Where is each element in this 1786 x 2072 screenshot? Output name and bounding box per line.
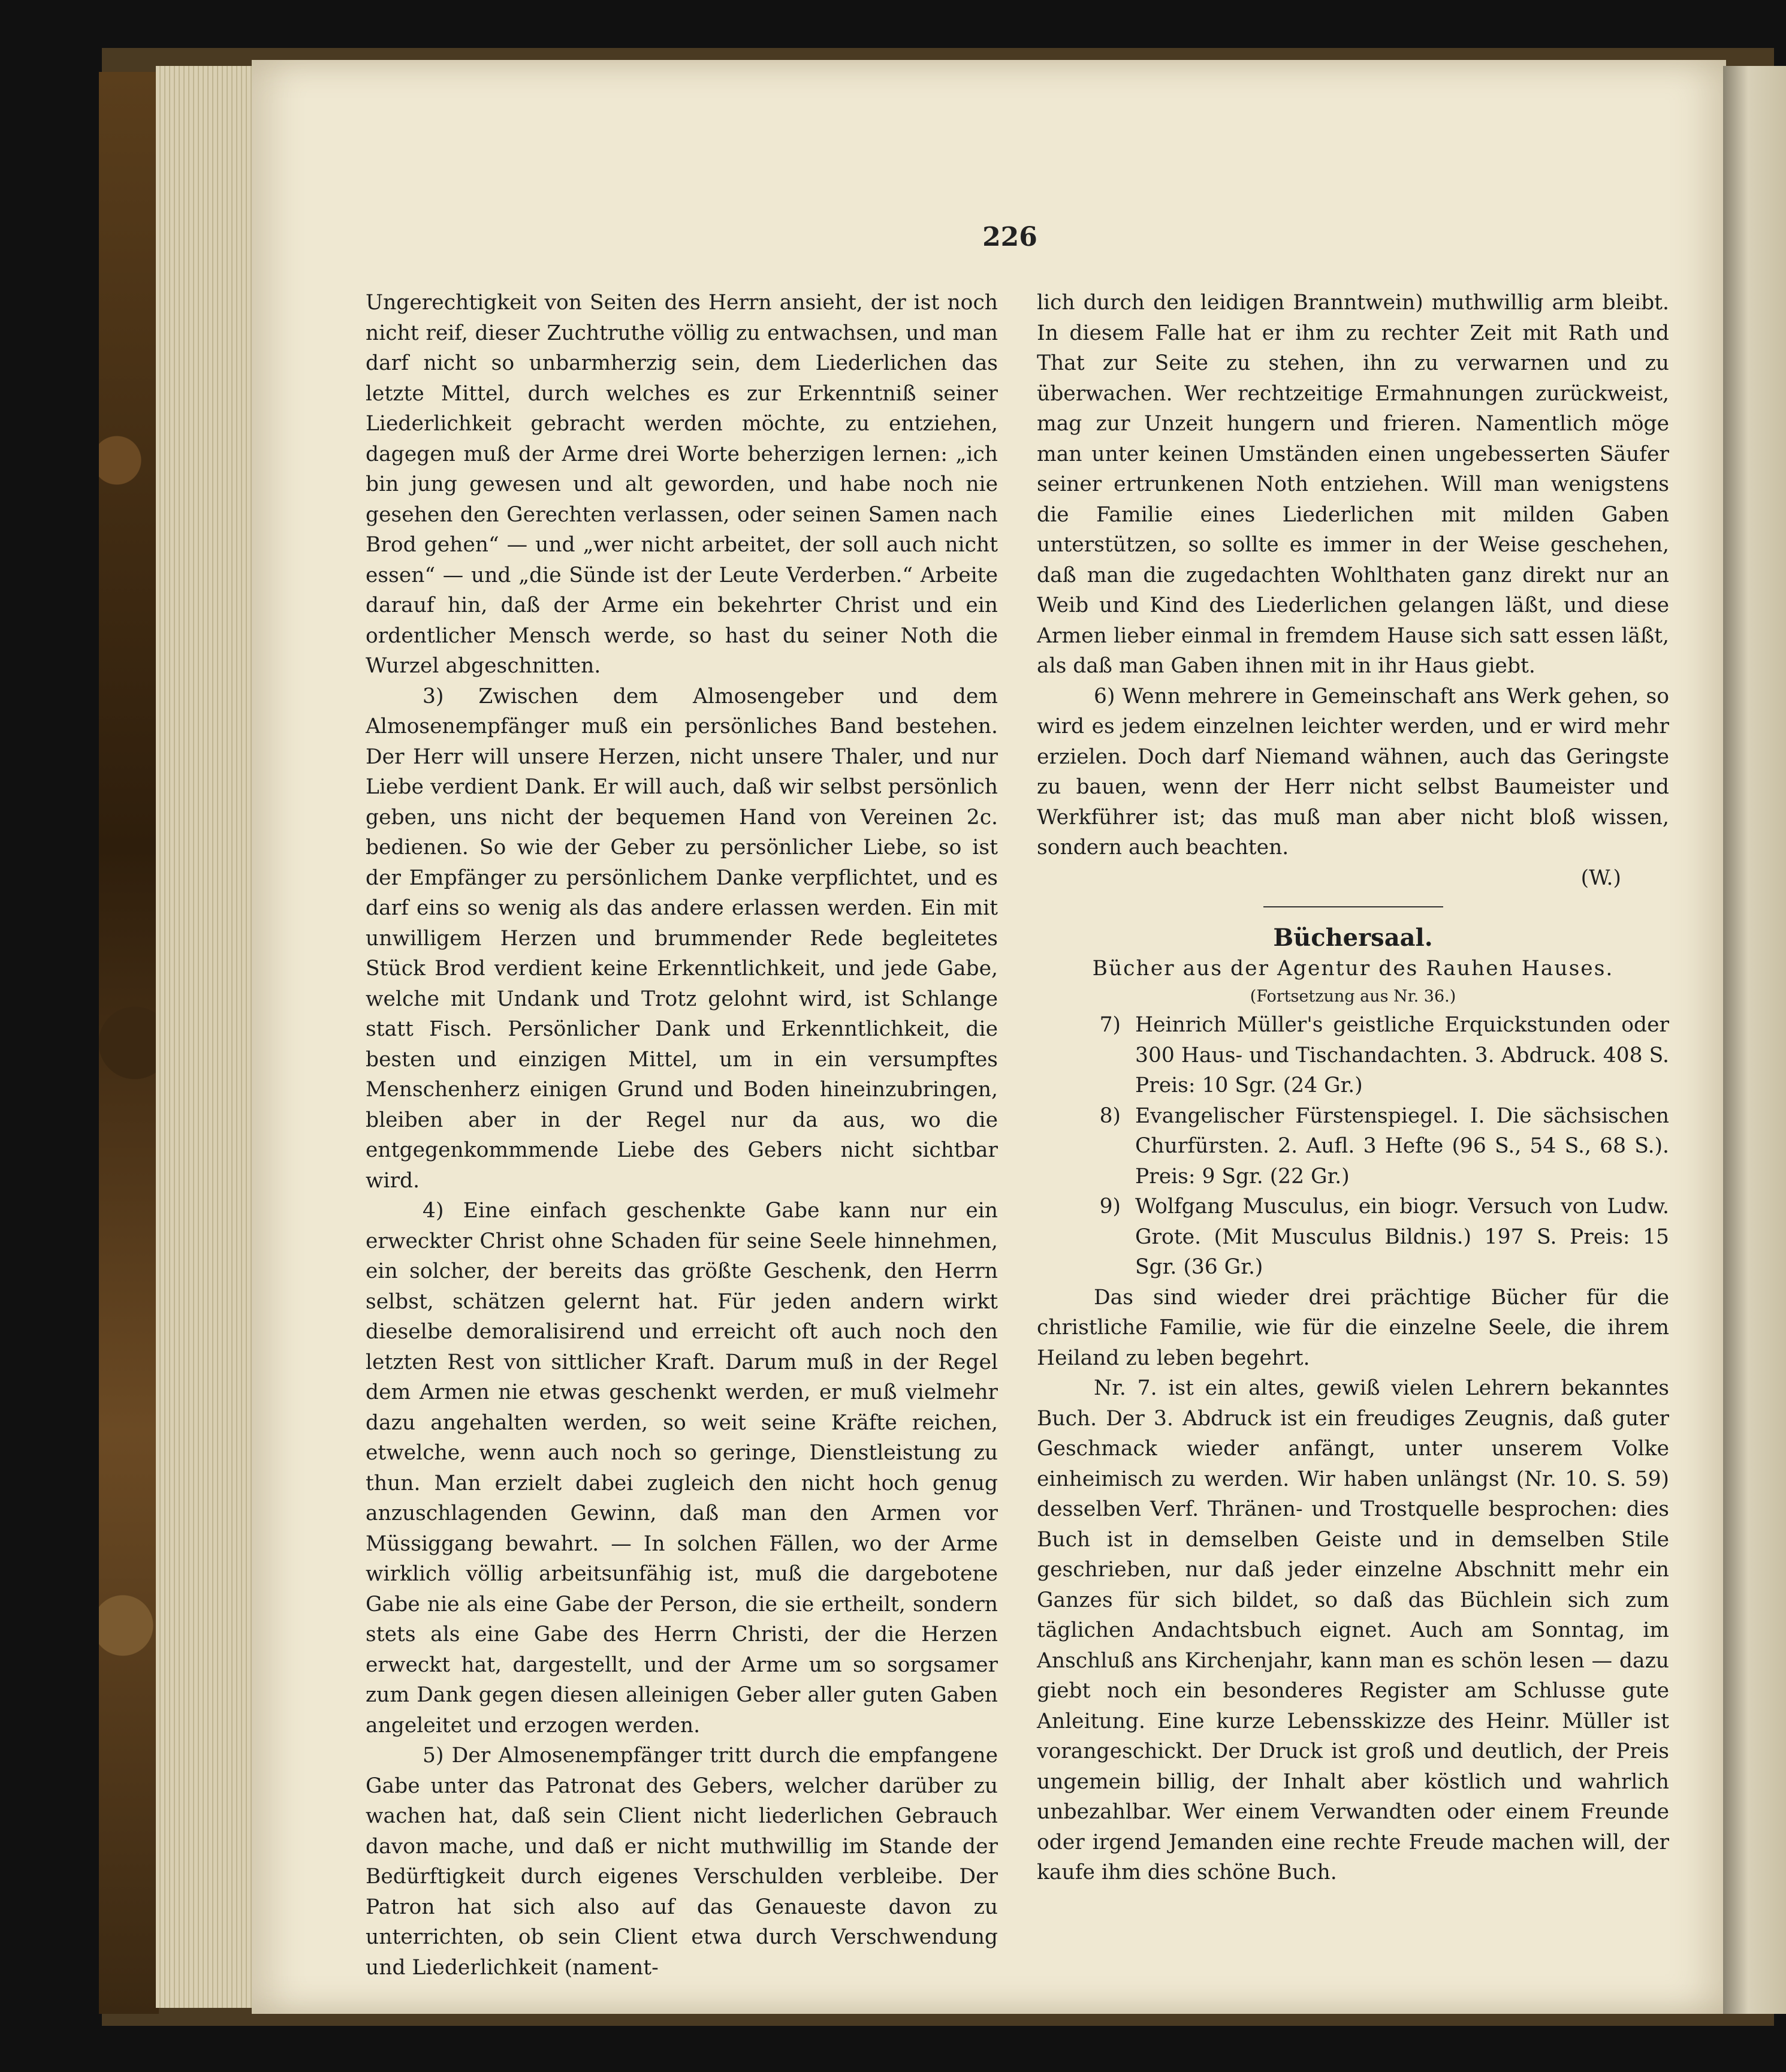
- paragraph: 5) Der Almosenempfänger tritt durch die empfangene Gabe unter das Patronat des Gebers, welcher darüber zu wachen hat, daß sein Client nicht liederlichen Gebrauch davon mache, und daß er nicht muthwillig im Stande der Bedürftigkeit durch eigenes Verschulden verbleibe. Der Patron hat sich also auf das Genaueste davon zu unterrichten, ob sein Client etwa durch Verschwendung und Liederlichkeit (nament-: [366, 1744, 998, 1980]
- paragraph: 4) Eine einfach geschenkte Gabe kann nur ein erweckter Christ ohne Schaden für seine Seele hinnehmen, ein solcher, der bereits das größte Geschenk, den Herrn selbst, schätzen gelernt hat. Für jeden andern wirkt dieselbe demoralisirend und erreicht oft auch noch den letzten Rest von sittlicher Kraft. Darum muß in der Regel dem Armen nie etwas geschenkt werden, er muß vielmehr dazu angehalten werden, so weit seine Kräfte reichen, etwelche, wenn auch noch so geringe, Dienstleistung zu thun. Man erzielt dabei zugleich den nicht hoch genug anzuschlagenden Gewinn, daß man den Armen vor Müssiggang bewahrt. — In solchen Fällen, wo der Arme wirklich völlig arbeitsunfähig ist, muß die dargebotene Gabe nie als eine Gabe der Person, die sie ertheilt, sondern stets als eine Gabe des Herrn Christi, der die Herzen erweckt hat, dargestellt, und der Arme um so sorgsamer zum Dank gegen diesen alleinigen Geber aller guten Gaben angeleitet und erzogen werden.: [366, 1199, 998, 1738]
- item-text: Evangelischer Fürstenspiegel. I. Die sächsischen Churfürsten. 2. Aufl. 3 Hefte (96 S., 54 S., 68 S.). Preis: 9 Sgr. (22 Gr.): [1135, 1103, 1669, 1189]
- section-subtitle: Bücher aus der Agentur des Rauhen Hauses.: [1092, 956, 1614, 981]
- page-stack-edges: [156, 66, 252, 2008]
- section-note: (Fortsetzung aus Nr. 36.): [1250, 987, 1456, 1006]
- item-number: 8): [1099, 1103, 1121, 1128]
- book-list-item: [1037, 1101, 1669, 1192]
- right-column: [1037, 288, 1669, 1888]
- item-number: 9): [1099, 1195, 1121, 1219]
- marbled-page-edge: [99, 72, 159, 2014]
- paragraph: lich durch den leidigen Branntwein) muthwillig arm bleibt. In diesem Falle hat er ihm zu rechter Zeit mit Rath und That zur Seite zu stehen, ihn zu verwarnen und zu überwachen. Wer rechtzeitige Ermahnungen zurückweist, mag zur Unzeit hungern und frieren. Namentlich möge man unter keinen Umständen einen ungebesserten Säufer seiner ertrunkenen Noth entziehen. Will man wenigstens die Familie eines Liederlichen mit milden Gaben unterstützen, so sollte es immer in der Weise geschehen, daß man die zugedachten Wohlthaten ganz direkt nur an Weib und Kind des Liederlichen gelangen läßt, und diese Armen lieber einmal in fremdem Hause sich satt essen läßt, als daß man Gaben ihnen mit in ihr Haus giebt.: [1037, 291, 1669, 678]
- paragraph: Ungerechtigkeit von Seiten des Herrn ansieht, der ist noch nicht reif, dieser Zuchtruthe völlig zu entwachsen, und man darf nicht so unbarmherzig sein, dem Liederlichen das letzte Mittel, durch welches es zur Erkenntniß seiner Liederlichkeit gebracht werden möchte, zu entziehen, dagegen muß der Arme drei Worte beherzigen lernen: „ich bin jung gewesen und alt geworden, und habe noch nie gesehen den Gerechten verlassen, oder seinen Samen nach Brod gehen“ — und „wer nicht arbeitet, der soll auch nicht essen“ — und „die Sünde ist der Leute Verderben.“ Arbeite darauf hin, daß der Arme ein bekehrter Christ und ein ordentlicher Mensch werde, so hast du seiner Noth die Wurzel abgeschnitten.: [366, 291, 998, 678]
- left-column: [366, 288, 998, 1983]
- section-divider: [1263, 906, 1443, 907]
- book-list-item: [1037, 1010, 1669, 1101]
- item-text: Wolfgang Musculus, ein biogr. Versuch von Ludw. Grote. (Mit Musculus Bildnis.) 197 S. Preis: 15 Sgr. (36 Gr.): [1135, 1195, 1669, 1279]
- facing-page-edge: [1723, 66, 1786, 2014]
- page-number: 226: [982, 222, 1037, 252]
- item-number: 7): [1099, 1013, 1121, 1037]
- item-text: Heinrich Müller's geistliche Erquickstunden oder 300 Haus- und Tischandachten. 3. Abdruck. 408 S. Preis: 10 Sgr. (24 Gr.): [1135, 1013, 1669, 1097]
- section-title: Büchersaal.: [1273, 924, 1433, 952]
- book-list-item: [1037, 1192, 1669, 1283]
- paragraph: Das sind wieder drei prächtige Bücher für die christliche Familie, wie für die einzelne Seele, die ihrem Heiland zu leben begehrt.: [1037, 1285, 1669, 1370]
- paragraph: Nr. 7. ist ein altes, gewiß vielen Lehrern bekanntes Buch. Der 3. Abdruck ist ein freudiges Zeugnis, daß guter Geschmack wieder anfängt, unter unserem Volke einheimisch zu werden. Wir haben unlängst (Nr. 10. S. 59) desselben Verf. Thränen- und Trostquelle besprochen: dies Buch ist in demselben Geiste und in demselben Stile geschrieben, nur daß jeder einzelne Abschnitt mehr ein Ganzes für sich bildet, so daß das Büchlein sich zum täglichen Andachtsbuch eignet. Auch am Sonntag, im Anschluß ans Kirchenjahr, kann man es schön lesen — dazu giebt noch ein besonderes Register am Schlusse gute Anleitung. Eine kurze Lebensskizze des Heinr. Müller ist vorangeschickt. Der Druck ist groß und deutlich, der Preis ungemein billig, der Inhalt aber köstlich und wahrlich unbezahlbar. Wer einem Verwandten oder einem Freunde oder irgend Jemanden eine rechte Freude machen will, der kaufe ihm dies schöne Buch.: [1037, 1376, 1669, 1884]
- paragraph: 6) Wenn mehrere in Gemeinschaft ans Werk gehen, so wird es jedem einzelnen leichter werden, und er wird mehr erzielen. Doch darf Niemand wähnen, auch das Geringste zu bauen, wenn der Herr nicht selbst Baumeister und Werkführer ist; das muß man aber nicht bloß wissen, sondern auch beachten.: [1037, 684, 1669, 859]
- paragraph: 3) Zwischen dem Almosengeber und dem Almosenempfänger muß ein persönliches Band bestehen. Der Herr will unsere Herzen, nicht unsere Thaler, und nur Liebe verdient Dank. Er will auch, daß wir selbst persönlich geben, uns nicht der bequemen Hand von Vereinen 2c. bedienen. So wie der Geber zu persönlicher Liebe, so ist der Empfänger zu persönlichem Danke verpflichtet, und es darf eins so wenig als das andere erlassen werden. Ein mit unwilligem Herzen und brummender Rede begleitetes Stück Brod verdient keine Erkenntlichkeit, und jede Gabe, welche mit Undank und Trotz gelohnt wird, ist Schlange statt Fisch. Persönlicher Dank und Erkenntlichkeit, die besten und einzigen Mittel, um in ein versumpftes Menschenherz einigen Grund und Boden hineinzubringen, bleiben aber in der Regel nur da aus, wo die entgegenkommmende Liebe des Gebers nicht sichtbar wird.: [366, 684, 998, 1193]
- author-signature: (W.): [1580, 865, 1621, 890]
